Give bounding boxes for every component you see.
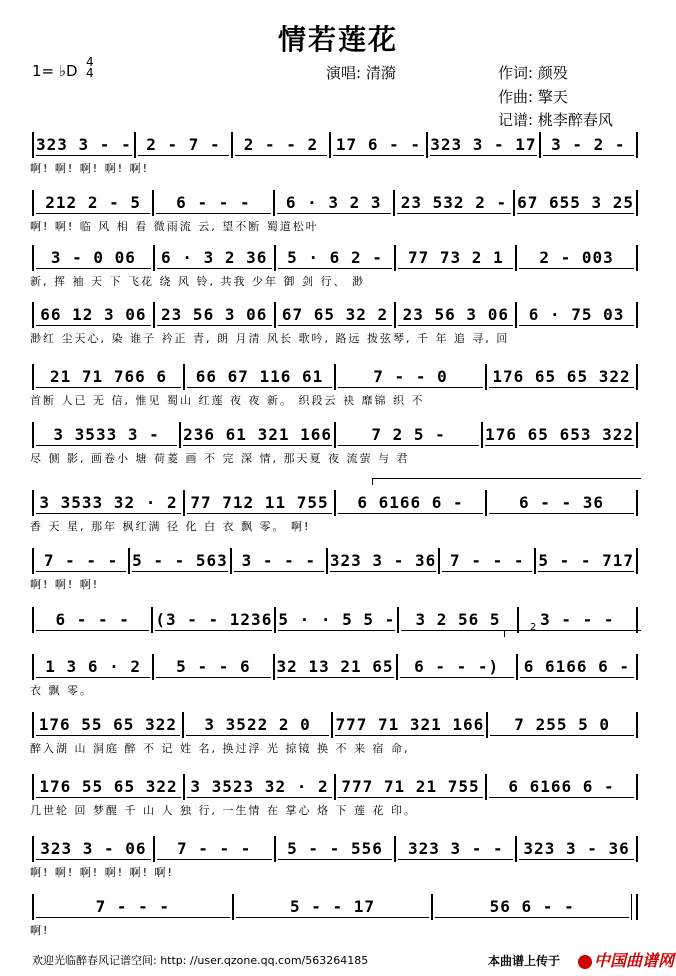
barline xyxy=(32,190,34,216)
barline xyxy=(331,712,333,738)
measure: 23 56 3 06 xyxy=(398,305,513,326)
logo-text: 中国曲谱网 xyxy=(594,951,675,970)
measure: 21 71 766 6 xyxy=(36,367,181,388)
measure: 5 - - 717 xyxy=(538,550,635,570)
measure: 6 - - - xyxy=(36,610,149,631)
notes-line xyxy=(30,894,640,920)
barline xyxy=(394,245,396,271)
barline xyxy=(636,712,638,738)
measure: 7 - - - xyxy=(36,551,126,572)
barline xyxy=(274,302,276,328)
measure: 2 - 003 xyxy=(519,248,634,269)
barline xyxy=(396,654,398,680)
measure: 7 - - - xyxy=(157,839,272,860)
barline xyxy=(636,490,638,516)
barline xyxy=(128,548,130,574)
lyrics-line: 啊! 啊! 临 风 相 看 微雨流 云, 望不断 蜀道松叶 xyxy=(30,220,319,233)
score-row xyxy=(30,836,640,896)
measure: 5 - - 556 xyxy=(278,839,393,860)
lyrics-line: 啊! xyxy=(30,924,50,937)
score-row xyxy=(30,364,640,424)
barline xyxy=(394,836,396,862)
measure: 3 3533 3 - xyxy=(36,425,177,446)
barline xyxy=(274,836,276,862)
barline xyxy=(438,548,440,574)
measure: 7 - - - xyxy=(36,897,230,918)
footer-credit: 欢迎光临醉春风记谱空间: http: //user.qzone.qq.com/563264185 xyxy=(32,954,369,967)
barline xyxy=(32,712,34,738)
measure: 6 - - -) xyxy=(400,657,514,678)
lyrics-line: 首断 人已 无 信, 惟见 蜀山 红莲 夜 夜 新。 织段云 袂 靡锦 织 不 xyxy=(30,394,425,407)
notes-line xyxy=(30,302,640,328)
barline xyxy=(232,894,234,920)
composer-credit: 作曲: 擎天 xyxy=(498,88,568,106)
barline xyxy=(334,364,336,390)
barline xyxy=(153,245,155,271)
measure: 5 · 6 2 - xyxy=(278,248,393,269)
score-row xyxy=(30,774,640,834)
notes-line xyxy=(30,836,640,862)
barline xyxy=(485,774,487,800)
measure: 67 655 3 25 xyxy=(517,192,635,212)
barline xyxy=(636,302,638,328)
barline xyxy=(153,836,155,862)
barline xyxy=(636,132,638,158)
lyrics-line: 衣 飘 零。 xyxy=(30,684,93,697)
volta-label: 2 xyxy=(530,622,537,633)
measure: 323 3 - 36 xyxy=(329,550,437,570)
barline xyxy=(273,654,275,680)
notes-line xyxy=(30,245,640,271)
measure: 17 6 - - xyxy=(333,135,425,156)
barline xyxy=(32,364,34,390)
score-row xyxy=(30,190,640,250)
measure: 3 - 2 - xyxy=(543,135,635,156)
transcriber-credit: 记谱: 桃李醉春风 xyxy=(498,111,613,129)
measure: 67 65 32 2 xyxy=(278,305,393,326)
barline xyxy=(151,607,153,633)
score-row xyxy=(30,894,640,954)
score-row xyxy=(30,712,640,772)
key-signature: 1= ♭D xyxy=(32,62,78,80)
measure: 5 · · 5 5 - xyxy=(278,609,396,629)
barline xyxy=(394,302,396,328)
logo-icon xyxy=(578,955,592,969)
measure: 176 55 65 322 xyxy=(36,777,181,798)
measure: 5 - - 563 xyxy=(132,550,228,570)
barline xyxy=(485,364,487,390)
measure: 1 3 6 · 2 xyxy=(36,657,150,678)
measure: 7 255 5 0 xyxy=(490,715,634,736)
barline xyxy=(481,422,483,448)
barline xyxy=(516,654,518,680)
lyrics-line: 新, 挥 袖 天 下 飞花 绕 风 铃, 共我 少年 御 剑 行、 渺 xyxy=(30,275,365,288)
measure: 6 · 3 2 36 xyxy=(157,248,272,269)
notes-line xyxy=(30,548,640,574)
barline xyxy=(32,836,34,862)
barline xyxy=(397,607,399,633)
barline xyxy=(334,490,336,516)
barline xyxy=(431,894,433,920)
measure: 5 - - 6 xyxy=(156,657,270,678)
measure: 66 12 3 06 xyxy=(36,305,151,326)
time-signature xyxy=(86,57,94,79)
measure: 66 67 116 61 xyxy=(187,367,332,388)
measure: 6 - - 36 xyxy=(489,493,634,514)
barline xyxy=(631,894,638,920)
barline xyxy=(539,132,541,158)
lyrics-line: 渺红 尘天心, 染 谁子 衿正 青, 朗 月清 风长 歌吟, 路远 拨弦琴, 千 年 追 寻, 回 xyxy=(30,332,510,345)
lyrics-line: 啊! 啊! 啊! xyxy=(30,578,100,591)
lyrics-line: 啊! 啊! 啊! 啊! 啊! 啊! xyxy=(30,866,174,879)
barline xyxy=(274,607,276,633)
barline xyxy=(515,245,517,271)
measure: 5 - - 17 xyxy=(236,897,430,918)
score-row xyxy=(30,654,640,714)
barline xyxy=(183,490,185,516)
barline xyxy=(513,190,515,216)
notes-line xyxy=(30,774,640,800)
measure: 323 3 - - xyxy=(398,839,513,860)
measure: 32 13 21 65 xyxy=(276,656,394,676)
measure: 6 - - - xyxy=(156,193,270,214)
barline xyxy=(152,654,154,680)
score-row xyxy=(30,132,640,192)
barline xyxy=(153,302,155,328)
measure: 6 6166 6 - xyxy=(520,657,634,678)
measure: 3 3523 32 · 2 xyxy=(187,777,332,798)
measure: 323 3 - - xyxy=(36,134,132,154)
singer-credit: 演唱: 清漪 xyxy=(326,64,396,82)
measure: 23 532 2 - xyxy=(397,193,511,214)
barline xyxy=(326,548,328,574)
measure: 323 3 - 06 xyxy=(36,839,151,860)
score-row xyxy=(30,548,640,608)
score-row xyxy=(30,245,640,305)
barline xyxy=(274,245,276,271)
measure: 6 · 3 2 3 xyxy=(277,193,391,214)
measure: 23 56 3 06 xyxy=(157,305,272,326)
barline xyxy=(182,712,184,738)
barline xyxy=(636,190,638,216)
lyrics-line: 啊! 啊! 啊! 啊! 啊! xyxy=(30,162,150,175)
measure: 2 - 7 - xyxy=(138,135,230,156)
score-row xyxy=(30,490,640,550)
lyrics-line: 尽 侧 影, 画卷小 塘 荷菱 画 不 完 深 情, 那天夏 夜 流萤 与 君 xyxy=(30,452,410,465)
barline xyxy=(515,836,517,862)
notes-line xyxy=(30,132,640,158)
measure: 3 - - - xyxy=(234,551,324,572)
barline xyxy=(32,302,34,328)
measure: 77 73 2 1 xyxy=(398,248,513,269)
notes-line xyxy=(30,364,640,390)
barline xyxy=(636,836,638,862)
barline xyxy=(636,364,638,390)
barline xyxy=(32,422,34,448)
measure: 3 3533 32 · 2 xyxy=(36,493,181,514)
barline xyxy=(636,422,638,448)
measure: 3 - 0 06 xyxy=(36,248,151,269)
barline xyxy=(486,712,488,738)
measure: 176 65 65 322 xyxy=(489,367,634,388)
notes-line xyxy=(30,490,640,516)
barline xyxy=(230,548,232,574)
measure: 6 6166 6 - xyxy=(489,777,634,798)
site-logo xyxy=(578,948,675,970)
barline xyxy=(273,190,275,216)
barline xyxy=(636,245,638,271)
score-row xyxy=(30,302,640,362)
upload-note: 本曲谱上传于 xyxy=(488,954,561,968)
measure: 56 6 - - xyxy=(435,897,629,918)
barline xyxy=(32,548,34,574)
barline xyxy=(32,894,34,920)
barline xyxy=(32,245,34,271)
notes-line xyxy=(30,654,640,680)
barline xyxy=(515,302,517,328)
barline xyxy=(134,132,136,158)
measure: 3 3522 2 0 xyxy=(186,715,330,736)
score-row xyxy=(30,422,640,482)
lyrics-line: 醉入湖 山 洞庭 醉 不 记 姓 名, 换过浮 光 掠镜 换 不 来 宿 命, xyxy=(30,742,410,755)
measure: 323 3 - 17 xyxy=(430,134,537,154)
barline xyxy=(152,190,154,216)
measure: (3 - - 1236 xyxy=(155,609,273,629)
barline xyxy=(32,607,34,633)
measure: 3 - - - xyxy=(521,610,634,631)
notes-line xyxy=(30,712,640,738)
measure: 6 · 75 03 xyxy=(519,305,634,326)
barline xyxy=(183,774,185,800)
time-signature-bottom: 4 xyxy=(86,66,94,80)
barline xyxy=(32,654,34,680)
barline xyxy=(32,132,34,158)
barline xyxy=(636,548,638,574)
barline xyxy=(179,422,181,448)
barline xyxy=(329,132,331,158)
barline xyxy=(426,132,428,158)
measure: 176 55 65 322 xyxy=(36,715,180,736)
measure: 176 65 653 322 xyxy=(485,424,634,444)
volta-bracket-2 xyxy=(504,630,641,637)
measure: 6 6166 6 - xyxy=(338,493,483,514)
measure: 7 2 5 - xyxy=(338,425,479,446)
measure: 7 - - 0 xyxy=(338,367,483,388)
notes-line xyxy=(30,422,640,448)
barline xyxy=(485,490,487,516)
measure: 212 2 - 5 xyxy=(36,193,150,214)
barline xyxy=(636,774,638,800)
volta-bracket-1 xyxy=(372,478,641,485)
barline xyxy=(32,774,34,800)
lyricist-credit: 作词: 颜殁 xyxy=(498,64,568,82)
time-signature-top: 4 xyxy=(86,55,94,69)
measure: 2 - - 2 xyxy=(235,135,327,156)
measure: 236 61 321 166 xyxy=(183,424,332,444)
measure: 7 - - - xyxy=(442,551,532,572)
measure: 3 2 56 5 xyxy=(401,610,514,631)
measure: 777 71 321 166 xyxy=(335,714,485,734)
measure: 323 3 - 36 xyxy=(519,839,634,860)
lyrics-line: 几世轮 回 梦醒 千 山 人 独 行, 一生情 在 掌心 烙 下 莲 花 印。 xyxy=(30,804,417,817)
barline xyxy=(393,190,395,216)
barline xyxy=(534,548,536,574)
barline xyxy=(32,490,34,516)
lyrics-line: 香 天 星, 那年 枫红满 径 化 白 衣 飘 零。 啊! xyxy=(30,520,311,533)
song-title: 情若莲花 xyxy=(277,23,398,56)
notes-line xyxy=(30,190,640,216)
barline xyxy=(334,422,336,448)
barline xyxy=(231,132,233,158)
barline xyxy=(636,654,638,680)
barline xyxy=(334,774,336,800)
measure: 77 712 11 755 xyxy=(187,493,332,514)
measure: 777 71 21 755 xyxy=(338,777,483,798)
barline xyxy=(183,364,185,390)
